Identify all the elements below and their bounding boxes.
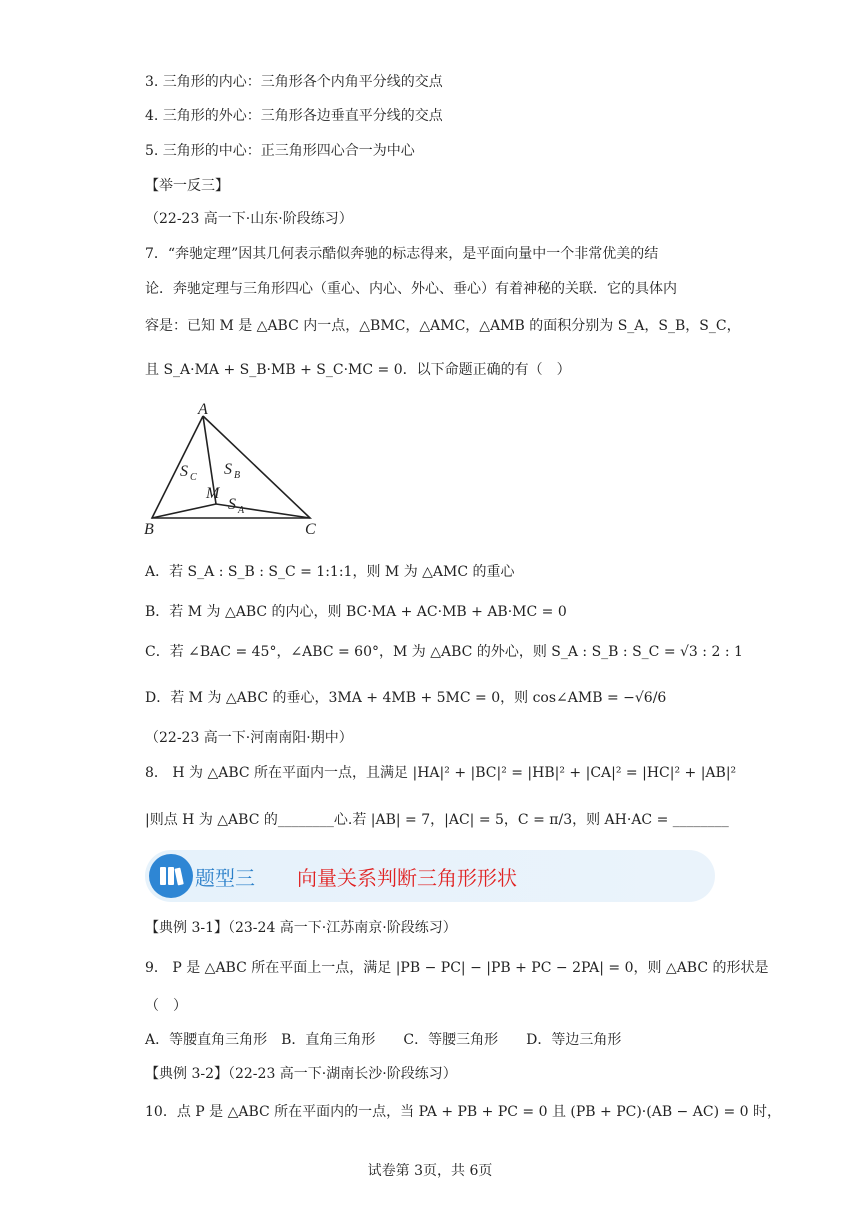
area-label-sc-sub: C (190, 472, 197, 483)
section-banner (145, 850, 715, 902)
section-heading-jyfs: 【举一反三】 (145, 178, 229, 194)
option-d: D．若 M 为 △ABC 的垂心，3MA + 4MB + 5MC = 0，则 cos∠AMB = −√6/6 (145, 690, 667, 706)
option-c: C．若 ∠BAC = 45°，∠ABC = 60°，M 为 △ABC 的外心，则 S_A : S_B : S_C = √3 : 2 : 1 (145, 644, 743, 660)
question-9-line-2: （ ） (145, 998, 187, 1014)
area-label-sa-sub: A (238, 505, 245, 516)
option-a: A．若 S_A : S_B : S_C = 1:1:1，则 M 为 △AMC 的重心 (145, 564, 515, 580)
question-7-line-3: 容是：已知 M 是 △ABC 内一点，△BMC，△AMC，△AMB 的面积分别为 S_A，S_B，S_C， (145, 318, 741, 334)
area-label-sc: S (180, 463, 188, 480)
area-label-sb: S (224, 461, 232, 478)
question-10-line-1: 10．点 P 是 △ABC 所在平面内的一点，当 PA + PB + PC = 0 且 (PB + PC)·(AB − AC) = 0 时， (145, 1104, 782, 1120)
banner-title: 题型三 (195, 866, 255, 890)
triangle-figure (140, 398, 330, 538)
question-7-line-4: 且 S_A·MA + S_B·MB + S_C·MC = 0．以下命题正确的有（ ） (145, 362, 571, 378)
area-label-sb-sub: B (234, 470, 241, 481)
vertex-label-a: A (198, 401, 208, 418)
option-b: B．若 M 为 △ABC 的内心，则 BC·MA + AC·MB + AB·MC = 0 (145, 604, 567, 620)
example-3-2-heading: 【典例 3-2】（22-23 高一下·湖南长沙·阶段练习） (145, 1066, 457, 1082)
question-9-options: A．等腰直角三角形 B．直角三角形 C．等腰三角形 D．等边三角形 (145, 1032, 622, 1048)
question-9-line-1: 9． P 是 △ABC 所在平面上一点，满足 |PB − PC| − |PB + PC − 2PA| = 0，则 △ABC 的形状是 (145, 960, 769, 976)
question-7-line-2: 论．奔驰定理与三角形四心（重心、内心、外心、垂心）有着神秘的关联．它的具体内 (145, 281, 677, 297)
banner-topic: 向量关系判断三角形形状 (297, 866, 517, 890)
page-footer: 试卷第 3页，共 6页 (367, 1163, 493, 1179)
text-line-3: 3. 三角形的内心：三角形各个内角平分线的交点 (145, 74, 443, 90)
question-8-line-1: 8． H 为 △ABC 所在平面内一点，且满足 |HA|² + |BC|² = |HB|² + |CA|² = |HC|² + |AB|² (145, 765, 737, 781)
text-line-4: 4. 三角形的外心：三角形各边垂直平分线的交点 (145, 108, 443, 124)
source-q7: （22-23 高一下·山东·阶段练习） (145, 211, 353, 227)
vertex-label-b: B (144, 521, 154, 538)
example-3-1-heading: 【典例 3-1】（23-24 高一下·江苏南京·阶段练习） (145, 920, 457, 936)
books-icon (149, 854, 193, 898)
vertex-label-c: C (305, 521, 316, 538)
question-8-line-2: |则点 H 为 △ABC 的________心.若 |AB| = 7，|AC| = 5，C = π/3，则 AH·AC = ________ (145, 812, 729, 828)
text-line-5: 5. 三角形的中心：正三角形四心合一为中心 (145, 143, 415, 159)
point-label-m: M (206, 485, 220, 502)
area-label-sa: S (228, 496, 236, 513)
source-q8: （22-23 高一下·河南南阳·期中） (145, 730, 353, 746)
question-7-line-1: 7．“奔驰定理”因其几何表示酷似奔驰的标志得来，是平面向量中一个非常优美的结 (145, 246, 659, 262)
